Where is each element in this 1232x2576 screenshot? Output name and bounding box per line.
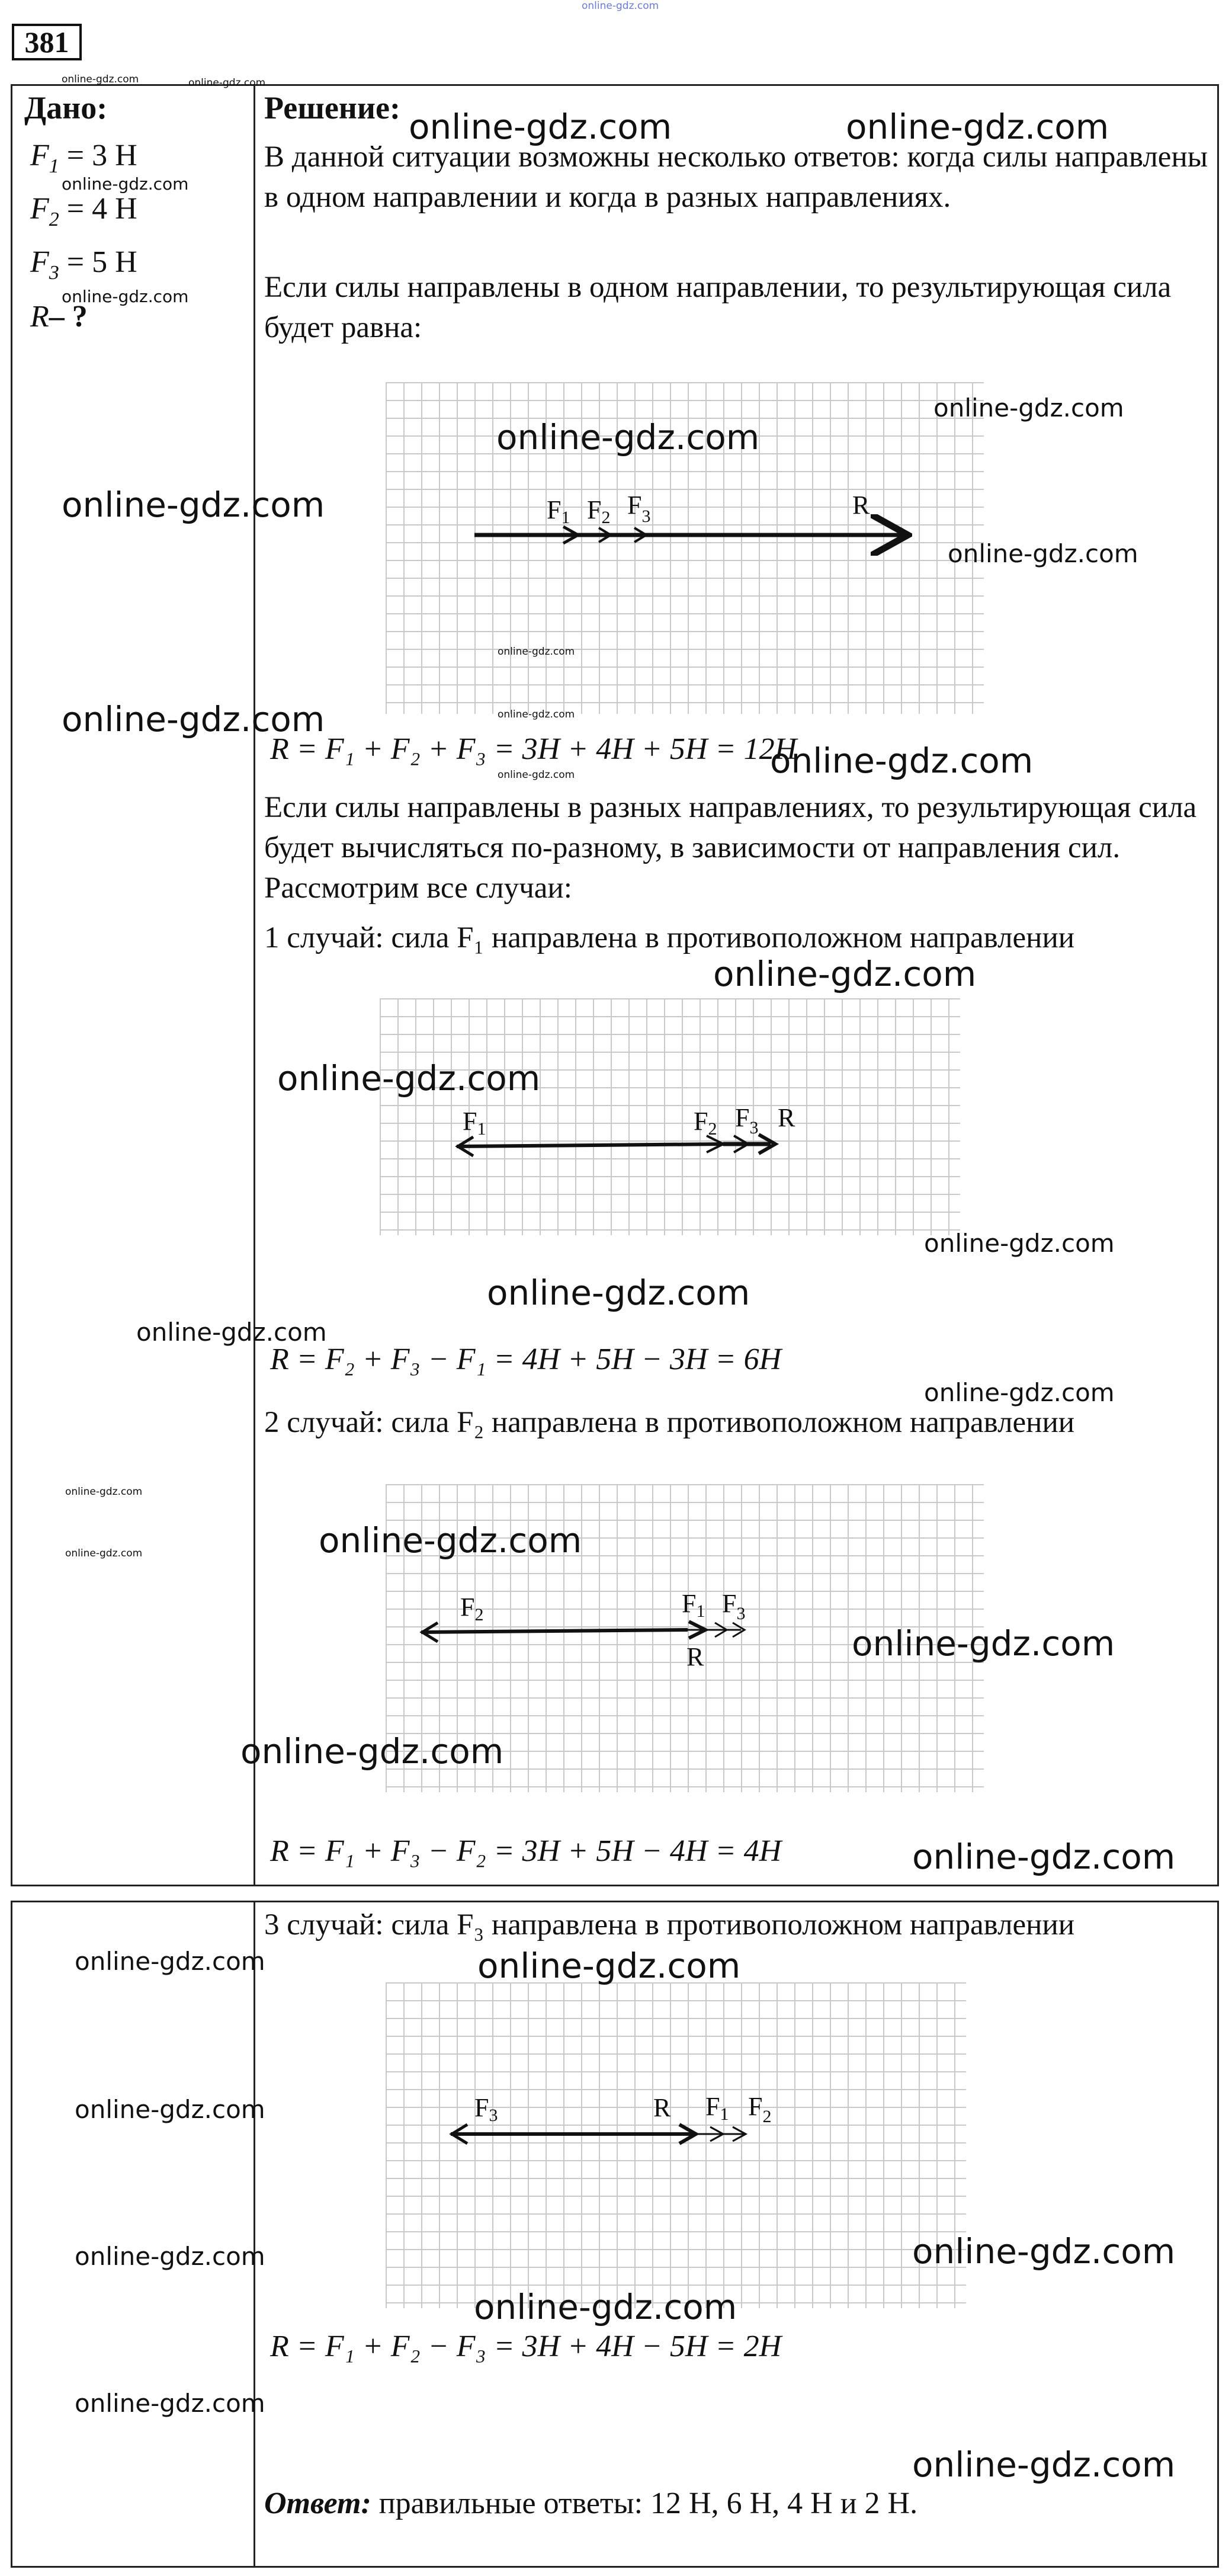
given-title: Дано: [24, 90, 108, 126]
watermark: online-gdz.com [62, 174, 189, 194]
watermark: online-gdz.com [770, 741, 1034, 781]
watermark: online-gdz.com [62, 287, 189, 306]
watermark: online-gdz.com [62, 485, 325, 525]
watermark: online-gdz.com [852, 1623, 1115, 1664]
watermark: online-gdz.com [496, 417, 760, 457]
formula-case1: R = F₂ + F₃ − F₁ = 4H + 5H − 3H = 6H [270, 1343, 782, 1376]
watermark: online-gdz.com [75, 2242, 265, 2271]
watermark: online-gdz.com [62, 73, 139, 85]
watermark: online-gdz.com [924, 1378, 1115, 1407]
watermark: online-gdz.com [477, 1946, 741, 1986]
label-f1: F1 [682, 1589, 705, 1621]
label-r: R [778, 1103, 795, 1132]
answer-line: Ответ: правильные ответы: 12 Н, 6 Н, 4 Н и 2 Н. [264, 2487, 918, 2520]
same-direction-text: Если силы направлены в одном направлении, то результирующая сила будет равна: [264, 271, 1172, 344]
diagram-case3 [386, 1982, 966, 2308]
column-divider [254, 1902, 255, 2566]
label-f3: $F_3$ [627, 491, 651, 526]
watermark: online-gdz.com [912, 2231, 1176, 2271]
formula-same-direction: R = F₁ + F₂ + F₃ = 3H + 4H + 5H = 12H [270, 732, 797, 766]
watermark: online-gdz.com [933, 393, 1124, 422]
watermark: online-gdz.com [65, 1486, 143, 1498]
label-f1: F1 [463, 1107, 486, 1139]
watermark: online-gdz.com [948, 539, 1138, 568]
watermark: online-gdz.com [75, 2095, 265, 2124]
arrows-case1 [380, 998, 960, 1235]
label-r: R [653, 2093, 671, 2122]
watermark: online-gdz.com [487, 1273, 750, 1313]
watermark: online-gdz.com [188, 77, 266, 89]
watermark: online-gdz.com [319, 1520, 582, 1561]
watermark: online-gdz.com [912, 1837, 1176, 1877]
watermark: online-gdz.com [277, 1058, 541, 1098]
formula-case2: R = F₁ + F₃ − F₂ = 3H + 5H − 4H = 4H [270, 1834, 782, 1868]
given-question: R– ? [30, 300, 88, 334]
label-f2: F2 [694, 1107, 717, 1139]
label-f2: F2 [460, 1593, 484, 1625]
task-number: 381 [12, 24, 82, 60]
label-f1: F1 [547, 495, 570, 527]
watermark: online-gdz.com [409, 107, 672, 147]
solution-intro: В данной ситуации возможны несколько ответов: когда силы направлены в одном направлении и когда в разных направлениях. [264, 140, 1208, 214]
watermark: online-gdz.com [498, 646, 575, 658]
watermark-top: online-gdz.com [582, 0, 659, 12]
label-f2: F2 [587, 495, 611, 527]
solution-table-1 [11, 84, 1219, 1886]
label-f1: F1 [705, 2092, 729, 2124]
watermark: online-gdz.com [912, 2444, 1176, 2485]
watermark: online-gdz.com [498, 769, 575, 781]
watermark: online-gdz.com [474, 2287, 737, 2327]
different-direction-text: Если силы направлены в разных направлениях, то результирующая сила будет вычисляться по-разному, в зависимости от направления сил. Рассмотрим все случаи: [264, 791, 1197, 905]
watermark: online-gdz.com [136, 1318, 327, 1347]
watermark: online-gdz.com [713, 954, 977, 994]
watermark: online-gdz.com [846, 107, 1109, 147]
arrows-case3 [386, 1982, 966, 2308]
f1-shaft [457, 1144, 723, 1146]
watermark: online-gdz.com [240, 1731, 504, 1771]
case1-text: 1 случай: сила F₁ направлена в противоположном направлении [264, 921, 1075, 954]
label-r: R [686, 1642, 704, 1671]
watermark: online-gdz.com [75, 2389, 265, 2418]
watermark: online-gdz.com [498, 709, 575, 720]
label-f3: $F_3$ [722, 1589, 746, 1623]
label-f3: F3 [474, 2093, 498, 2125]
given-f3: $F_3 = 5$ Н [30, 245, 137, 284]
watermark: online-gdz.com [62, 699, 325, 739]
diagram-case1 [380, 998, 960, 1235]
given-f1: $F_1 = 3$ Н [30, 139, 137, 177]
f2-shaft [421, 1630, 688, 1632]
watermark: online-gdz.com [65, 1547, 143, 1559]
column-divider [254, 86, 255, 1885]
given-f2: $F_2 = 4$ Н [30, 192, 137, 230]
case2-text: 2 случай: сила F₂ направлена в противоположном направлении [264, 1406, 1075, 1439]
label-f3: $F_3$ [735, 1103, 759, 1138]
formula-case3: R = F₁ + F₂ − F₃ = 3H + 4H − 5H = 2H [270, 2330, 782, 2363]
watermark: online-gdz.com [924, 1229, 1115, 1258]
watermark: online-gdz.com [75, 1947, 265, 1976]
label-r: R [852, 491, 870, 520]
solution-title: Решение: [264, 90, 400, 126]
case3-text: 3 случай: сила F₃ направлена в противоположном направлении [264, 1908, 1075, 1941]
label-f2: $F_2$ [748, 2092, 772, 2126]
